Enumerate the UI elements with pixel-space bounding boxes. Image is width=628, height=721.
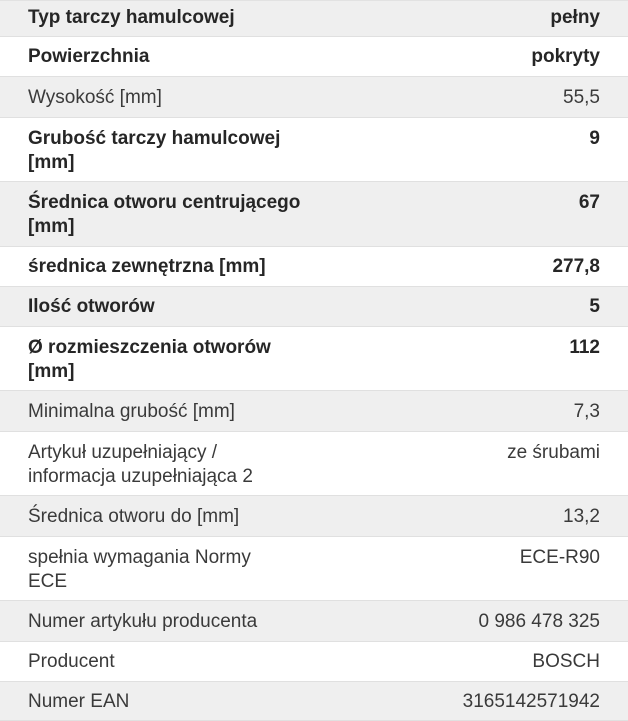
spec-value: pokryty (531, 46, 600, 67)
spec-row-min-thickness (0, 391, 628, 432)
spec-row-manufacturer (0, 642, 628, 682)
spec-value: 67 (578, 192, 600, 213)
spec-value: BOSCH (532, 651, 600, 672)
spec-row-surface (0, 37, 628, 77)
spec-label: Minimalna grubość [mm] (28, 401, 235, 422)
spec-label: Powierzchnia (28, 46, 150, 67)
spec-row-centering-diameter (0, 182, 628, 247)
spec-value: ECE-R90 (519, 547, 600, 568)
spec-label: Numer EAN (28, 691, 130, 712)
spec-label: Grubość tarczy hamulcowej [mm] (28, 128, 281, 173)
spec-label: Numer artykułu producenta (28, 611, 258, 632)
spec-label: Artykuł uzupełniający / informacja uzupełniająca 2 (28, 442, 253, 487)
spec-row-manufacturer-article-number (0, 601, 628, 642)
spec-value: 13,2 (563, 506, 600, 527)
spec-value: 0 986 478 325 (478, 611, 600, 632)
spec-value: 3165142571942 (462, 691, 600, 712)
spec-value: 112 (569, 337, 600, 358)
spec-value: 5 (589, 296, 600, 317)
spec-label: Średnica otworu centrującego [mm] (28, 192, 301, 237)
spec-row-hole-count (0, 287, 628, 327)
spec-row-brake-disc-type (0, 1, 628, 37)
spec-row-ean (0, 682, 628, 721)
spec-value: ze śrubami (507, 442, 600, 463)
spec-label: Średnica otworu do [mm] (28, 506, 240, 527)
spec-row-disc-thickness (0, 118, 628, 182)
spec-value: 55,5 (563, 87, 600, 108)
spec-value: 277,8 (552, 256, 600, 277)
spec-row-supplementary-article (0, 432, 628, 496)
spec-row-outer-diameter (0, 247, 628, 287)
spec-row-height (0, 77, 628, 118)
spec-value: pełny (550, 7, 600, 28)
spec-row-hole-diameter (0, 496, 628, 537)
spec-label: spełnia wymagania Normy ECE (28, 547, 251, 592)
spec-row-bolt-circle (0, 327, 628, 391)
spec-label: Ø rozmieszczenia otworów [mm] (28, 337, 271, 382)
spec-row-ece-norm (0, 537, 628, 601)
spec-value: 7,3 (573, 401, 600, 422)
spec-label: Producent (28, 651, 115, 672)
spec-label: Wysokość [mm] (28, 87, 162, 108)
spec-label: średnica zewnętrzna [mm] (28, 256, 266, 277)
spec-label: Ilość otworów (28, 296, 155, 317)
spec-value: 9 (589, 128, 600, 149)
spec-label: Typ tarczy hamulcowej (28, 7, 235, 28)
